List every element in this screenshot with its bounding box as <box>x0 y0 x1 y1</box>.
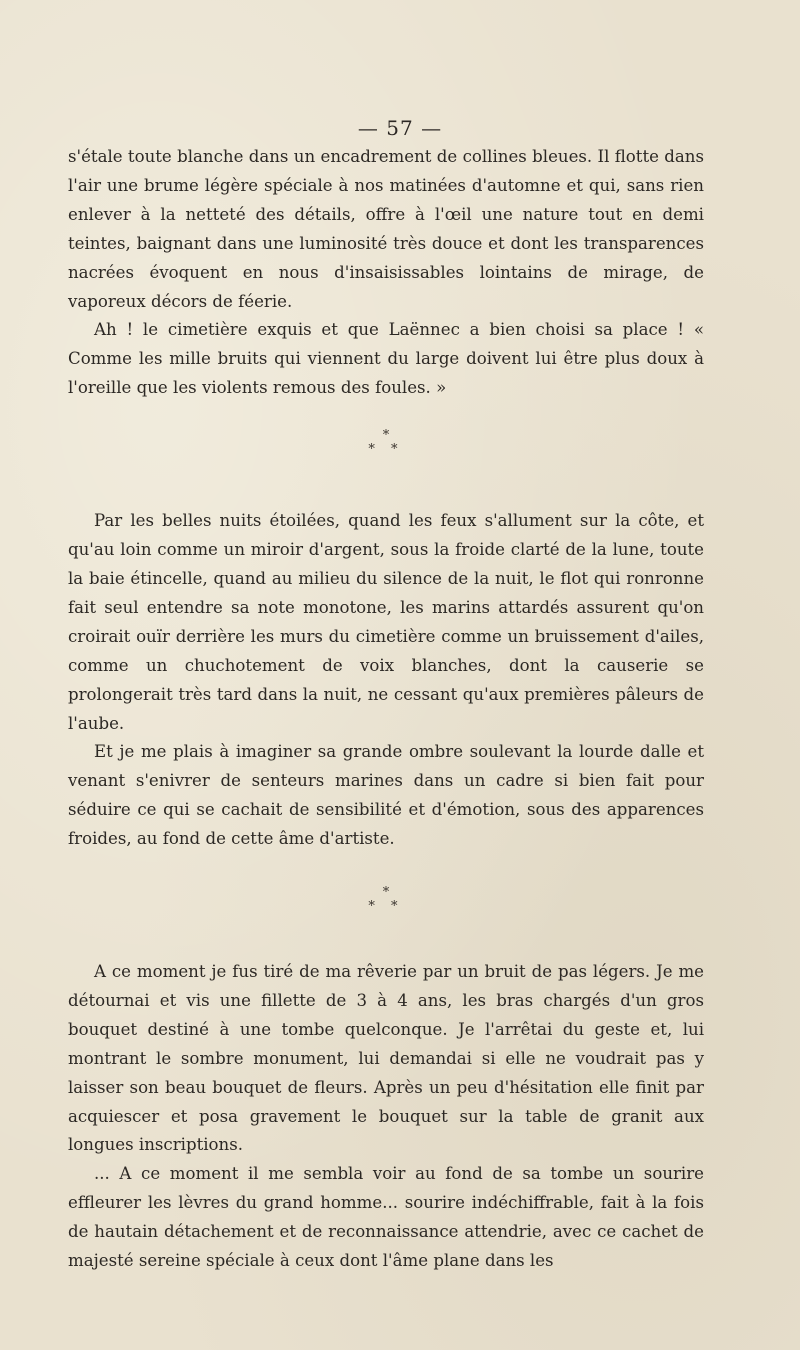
separator-asterisks: * * <box>368 899 404 915</box>
separator-asterisk: * <box>382 885 390 901</box>
section-separator <box>68 403 704 507</box>
page-body <box>68 143 704 1276</box>
separator-asterisks: * * <box>368 442 404 458</box>
paragraph: Ah ! le cimetière exquis et que Laënnec a bien choisi sa place ! « Comme les mille bruits qui viennent du large doivent lui être plus doux à l'oreille que les violents remous des foules. » <box>68 320 704 398</box>
separator-asterisk: * <box>382 428 390 444</box>
page-number: — 57 — <box>357 116 443 140</box>
paragraph: Par les belles nuits étoilées, quand les feux s'allument sur la côte, et qu'au loin comme un miroir d'argent, sous la froide clarté de la lune, toute la baie étincelle, quand au milieu du silence de la nuit, le flot qui ronronne fait seul entendre sa note monotone, les marins attardés assurent qu'on croirait ouïr derrière les murs du cimetière comme un bruissement d'ailes, comme un chuchotement de voix blanches, dont la causerie se prolongerait très tard dans la nuit, ne cessant qu'aux premières pâleurs de l'aube. <box>68 511 704 733</box>
section-separator <box>68 854 704 958</box>
paragraph: A ce moment je fus tiré de ma rêverie par un bruit de pas légers. Je me détournai et vis une fillette de 3 à 4 ans, les bras chargés d'un gros bouquet destiné à une tombe quelconque. Je l'arrêtai du geste et, lui montrant le sombre monument, lui demandai si elle ne voudrait pas y laisser son beau bouquet de fleurs. Après un peu d'hésitation elle finit par acquiescer et posa gravement le bouquet sur la table de granit aux longues inscriptions. <box>68 962 704 1155</box>
paragraph: s'étale toute blanche dans un encadrement de collines bleues. Il flotte dans l'air une brume légère spéciale à nos matinées d'automne et qui, sans rien enlever à la netteté des détails, offre à l'œil une nature tout en demi teintes, baignant dans une luminosité très douce et dont les transparences nacrées évoquent en nous d'insaisissables lointains de mirage, de vaporeux décors de féerie. <box>68 147 704 311</box>
paragraph: Et je me plais à imaginer sa grande ombre soulevant la lourde dalle et venant s'enivrer de senteurs marines dans un cadre si bien fait pour séduire ce qui se cachait de sensibilité et d'émotion, sous des apparences froides, au fond de cette âme d'artiste. <box>68 742 704 849</box>
paragraph: ... A ce moment il me sembla voir au fond de sa tombe un sourire effleurer les lèvres du grand homme... sourire indéchiffrable, fait à la fois de hautain détachement et de reconnaissance attendrie, avec ce cachet de majesté sereine spéciale à ceux dont l'âme plane dans les <box>68 1164 704 1271</box>
